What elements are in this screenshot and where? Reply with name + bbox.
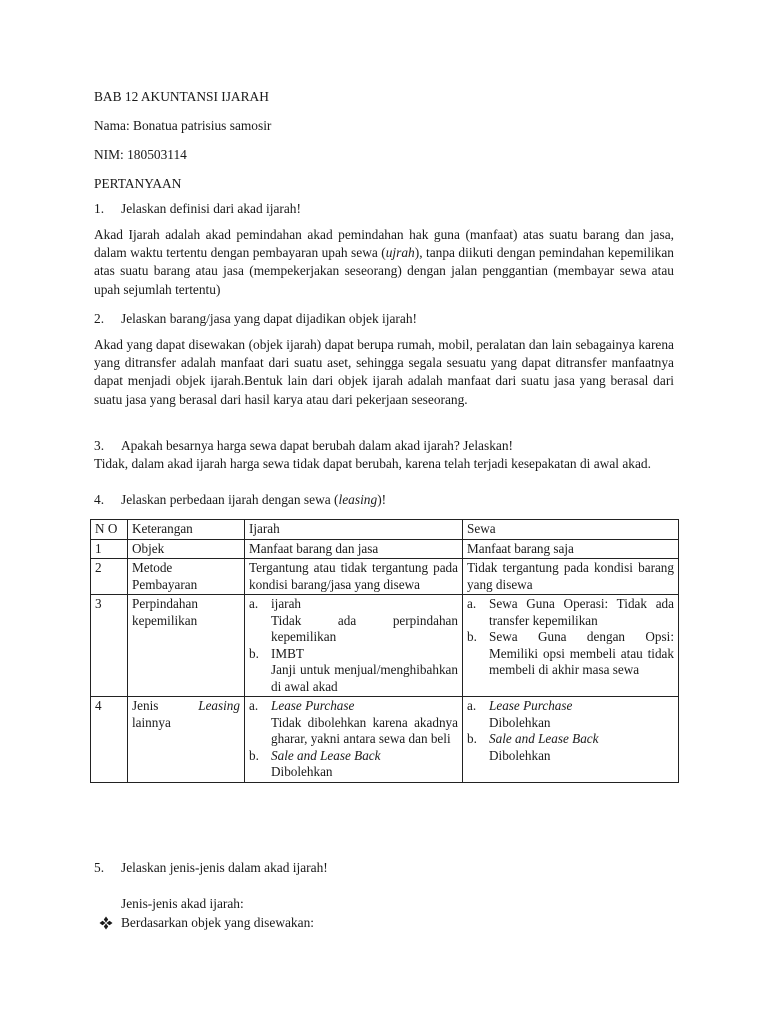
row-3-sewa: [463, 595, 679, 697]
row-3-ijarah: [245, 595, 463, 697]
list-marker: b.: [467, 731, 477, 746]
list-marker: b.: [467, 629, 477, 644]
question-3-text: Apakah besarnya harga sewa dapat berubah dalam akad ijarah? Jelaskan!: [121, 438, 513, 453]
list-item-heading: IMBT: [271, 645, 304, 661]
row-2-ijarah: Tergantung atau tidak tergantung pada kondisi barang/jasa yang disewa: [245, 559, 463, 595]
question-4-part-b: )!: [377, 492, 387, 507]
list-item-heading: ijarah: [271, 596, 302, 611]
list-item-body: Dibolehkan: [271, 764, 333, 779]
row-4-ket-line-2: lainnya: [132, 714, 171, 730]
question-4-italic-term: leasing: [338, 492, 378, 507]
row-4-sewa: [463, 697, 679, 783]
list-item-heading: Lease Purchase: [271, 698, 355, 713]
list-item-body: Janji untuk menjual/menghibahkan di awal akad: [271, 662, 458, 694]
row-3-no: 3: [91, 595, 128, 697]
row-4-ket-italic: Leasing: [198, 698, 240, 713]
list-marker: a.: [249, 596, 259, 611]
doc-title: BAB 12 AKUNTANSI IJARAH: [94, 89, 269, 104]
row-2-no: 2: [91, 559, 128, 595]
list-marker: b.: [249, 645, 259, 661]
list-item: [467, 731, 674, 764]
answer-2: Akad yang dapat disewakan (objek ijarah) dapat berupa rumah, mobil, peralatan dan lain sebagainya karena yang ditransfer adalah manfaat dari suatu aset, sehingga segala sesuatu yang dapat ditransfer manfaatnya dapat menjadi objek ijarah.Bentuk lain dari objek ijarah adalah manfaat dari suatu jasa yang berasal dari suatu jasa yang berasal dari hasil karya atau dari pekerjaan seseorang.: [94, 337, 674, 407]
list-item: [249, 748, 458, 781]
table-row: [91, 559, 679, 595]
question-2-number: 2.: [94, 311, 105, 326]
row-1-ijarah: Manfaat barang dan jasa: [245, 539, 463, 559]
list-marker: b.: [249, 747, 259, 763]
diamond-bullet-icon: [99, 916, 113, 930]
list-marker: a.: [467, 596, 477, 611]
row-4-ijarah: [245, 697, 463, 783]
header-ijarah: Ijarah: [245, 520, 463, 540]
list-item: [249, 646, 458, 696]
answer-3: Tidak, dalam akad ijarah harga sewa tidak dapat berubah, karena telah terjadi kesepakatan di awal akad.: [94, 456, 651, 471]
answer-1-italic-term: ujrah: [385, 245, 415, 261]
header-keterangan: Keterangan: [128, 520, 245, 540]
row-4-keterangan: [128, 697, 245, 783]
table-row: [91, 595, 679, 697]
row-4-keterangan-line: [132, 698, 240, 715]
list-item: [249, 698, 458, 748]
list-item-body: Tidak ada perpindahan kepemilikan: [271, 612, 458, 644]
table-row: [91, 539, 679, 559]
list-item-text: Sewa Guna Operasi: Tidak ada transfer kepemilikan: [489, 596, 674, 628]
header-no: N O: [91, 520, 128, 540]
list-item-text: Sewa Guna dengan Opsi: Memiliki opsi membeli atau tidak membeli di akhir masa sewa: [489, 629, 674, 677]
question-4-number: 4.: [94, 492, 105, 507]
question-4-text: [121, 491, 386, 509]
answer-5-intro: Jenis-jenis akad ijarah:: [121, 896, 244, 911]
question-3-number: 3.: [94, 438, 105, 453]
question-2-text: Jelaskan barang/jasa yang dapat dijadikan objek ijarah!: [121, 311, 417, 326]
question-4-part-a: Jelaskan perbedaan ijarah dengan sewa (: [121, 492, 339, 507]
list-marker: a.: [467, 698, 477, 713]
list-item-heading: Lease Purchase: [489, 698, 573, 713]
row-4-no: 4: [91, 697, 128, 783]
question-5-text: Jelaskan jenis-jenis dalam akad ijarah!: [121, 860, 328, 875]
row-2-keterangan: Metode Pembayaran: [128, 559, 245, 595]
comparison-table: [90, 519, 679, 783]
table-header-row: [91, 520, 679, 540]
list-marker: a.: [249, 698, 259, 713]
list-item: [467, 698, 674, 731]
student-nim: NIM: 180503114: [94, 147, 187, 162]
question-5-number: 5.: [94, 860, 105, 875]
list-item: [467, 596, 674, 629]
section-heading: PERTANYAAN: [94, 176, 182, 191]
row-1-sewa: Manfaat barang saja: [463, 539, 679, 559]
table-row: [91, 697, 679, 783]
row-2-sewa: Tidak tergantung pada kondisi barang yang disewa: [463, 559, 679, 595]
question-1-number: 1.: [94, 201, 105, 216]
row-1-keterangan: Objek: [128, 539, 245, 559]
row-1-no: 1: [91, 539, 128, 559]
list-item-heading: Sale and Lease Back: [271, 747, 381, 763]
list-item-body: Dibolehkan: [489, 747, 551, 763]
list-item-body: Tidak dibolehkan karena akadnya gharar, yakni antara sewa dan beli: [271, 714, 458, 746]
list-item: [467, 629, 674, 679]
list-item-body: Dibolehkan: [489, 714, 551, 730]
row-3-keterangan: Perpindahan kepemilikan: [128, 595, 245, 697]
answer-1-part-a: Akad Ijarah adalah akad pemindahan akad pemindahan hak guna (manfaat) atas suatu barang dan jasa, dalam waktu tertentu dengan pembayaran upah sewa (: [94, 227, 674, 261]
student-name: Nama: Bonatua patrisius samosir: [94, 118, 272, 133]
question-1-text: Jelaskan definisi dari akad ijarah!: [121, 201, 301, 216]
row-4-ket-word: Jenis: [132, 698, 159, 713]
answer-1-part-b: ), tanpa diikuti dengan pemindahan kepemilikan atas suatu barang atau jasa (mempekerjakan seseorang) dengan jalan penggantian (membayar sewa atau upah sejumlah tertentu): [94, 245, 674, 297]
answer-1: [94, 226, 674, 299]
list-item-heading: Sale and Lease Back: [489, 731, 599, 746]
bullet-item-text: Berdasarkan objek yang disewakan:: [121, 915, 314, 930]
header-sewa: Sewa: [463, 520, 679, 540]
list-item: [249, 596, 458, 646]
